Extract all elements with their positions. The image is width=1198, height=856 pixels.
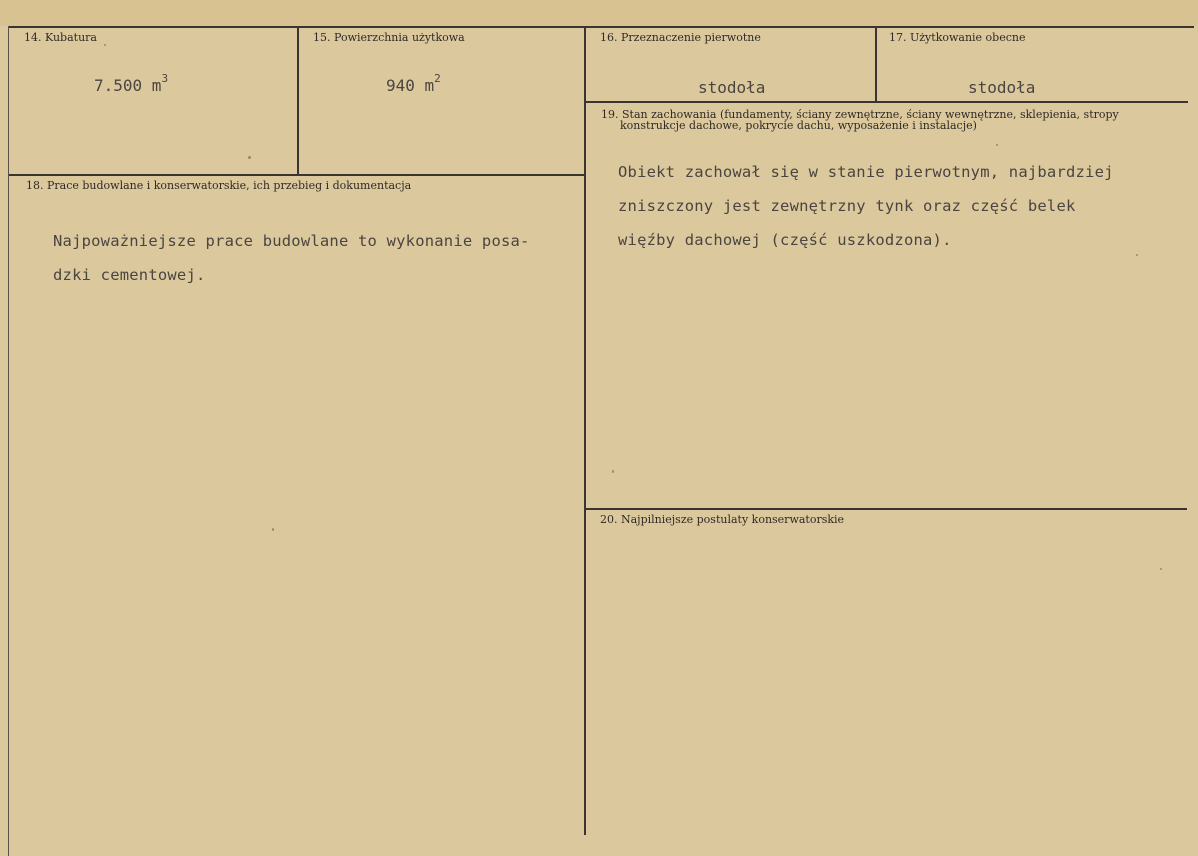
field-14-value-text: 7.500 m [94, 76, 162, 95]
field-19-text-line-1: Obiekt zachował się w stanie pierwotnym, najbardziej [618, 163, 1114, 181]
paper-speck [1136, 254, 1138, 256]
paper-speck [248, 156, 251, 159]
divider-14-15 [297, 27, 299, 174]
divider-16-17 [875, 27, 877, 102]
paper-speck [996, 144, 998, 146]
paper-speck [104, 44, 106, 46]
field-18-label: 18. Prace budowlane i konserwatorskie, ich przebieg i dokumentacja [26, 179, 412, 192]
field-17-value: stodoła [968, 78, 1036, 97]
field-18-text-line-1: Najpoważniejsze prace budowlane to wykonanie posa- [53, 232, 530, 250]
field-15-unit-exponent: 2 [434, 72, 441, 85]
field-14-unit-exponent: 3 [161, 72, 169, 85]
paper-speck [272, 528, 274, 531]
field-19-text-line-2: zniszczony jest zewnętrzny tynk oraz część belek [618, 197, 1076, 215]
paper-speck [1160, 568, 1162, 570]
field-16-value: stodoła [698, 78, 766, 97]
field-14-value [94, 72, 169, 95]
field-14-label: 14. Kubatura [24, 31, 97, 44]
field-15-value [386, 72, 441, 95]
field-19-text-line-3: więźby dachowej (część uszkodzona). [618, 231, 952, 249]
rule-above-19 [585, 101, 1188, 103]
field-15-value-text: 940 m [386, 76, 435, 95]
field-16-label: 16. Przeznaczenie pierwotne [600, 31, 761, 44]
field-18-text-line-2: dzki cementowej. [53, 266, 206, 284]
rule-above-20 [585, 508, 1187, 510]
paper-speck [612, 470, 614, 473]
field-17-label: 17. Użytkowanie obecne [889, 31, 1026, 44]
top-rule [8, 26, 1194, 28]
field-19-label-line-2: konstrukcje dachowe, pokrycie dachu, wyposażenie i instalacje) [620, 119, 977, 132]
field-15-label: 15. Powierzchnia użytkowa [313, 31, 465, 44]
field-20-label: 20. Najpilniejsze postulaty konserwatorskie [600, 513, 845, 526]
rule-above-18 [9, 174, 586, 176]
top-strip [0, 0, 1198, 26]
left-edge-rule [8, 26, 9, 856]
field-19-label-line-1: 19. Stan zachowania (fundamenty, ściany zewnętrzne, ściany wewnętrzne, sklepienia, stropy [601, 108, 1119, 121]
main-divider [584, 27, 586, 835]
